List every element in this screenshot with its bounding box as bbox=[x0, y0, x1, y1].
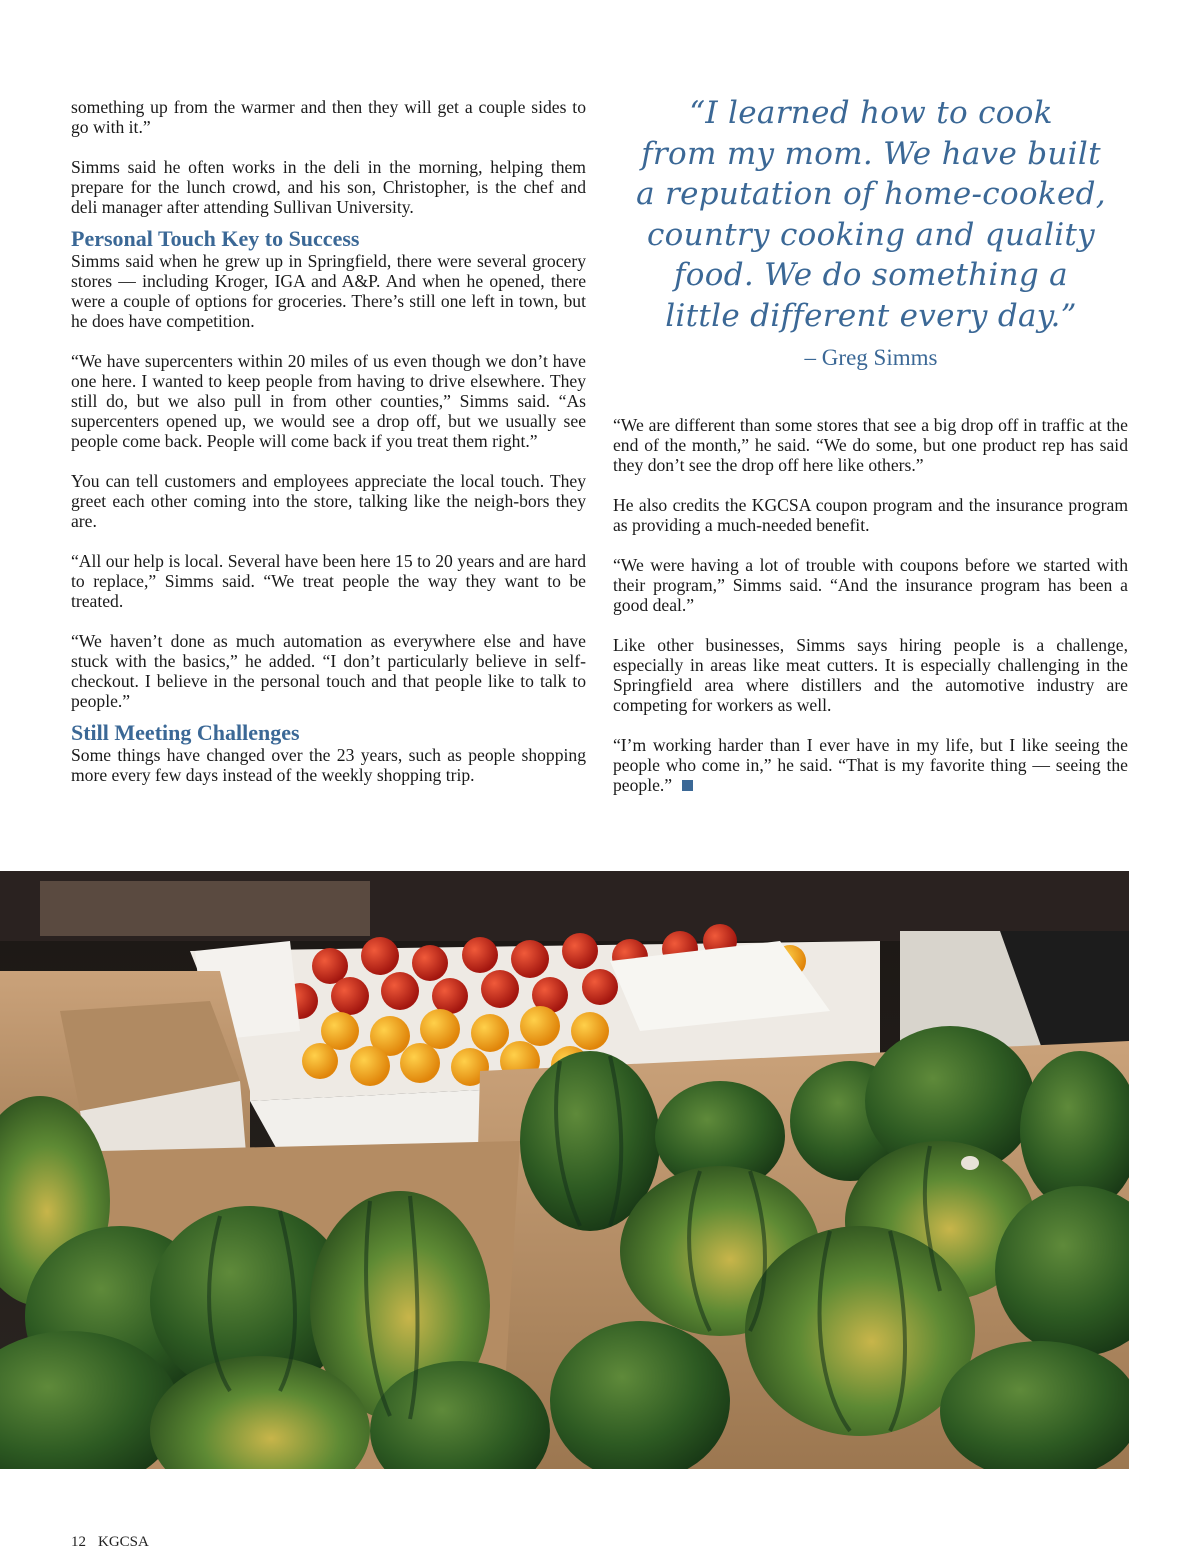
publication-name: KGCSA bbox=[98, 1534, 149, 1550]
pull-quote-line: food. We do something a bbox=[674, 257, 1068, 293]
end-of-story-icon bbox=[682, 780, 693, 791]
body-paragraph: “We are different than some stores that see a big drop off in traffic at the end of the month,” he said. “We do some, but one product rep has said they don’t see the drop off here like others.” bbox=[613, 415, 1128, 475]
final-paragraph-text: “I’m working harder than I ever have in my life, but I like seeing the people who come in,” he said. “That is my favorite thing — seeing the people.” bbox=[613, 735, 1128, 795]
body-paragraph: something up from the warmer and then they will get a couple sides to go with it.” bbox=[71, 97, 586, 137]
body-paragraph: Some things have changed over the 23 years, such as people shopping more every few days instead of the weekly shopping trip. bbox=[71, 745, 586, 785]
produce-photo bbox=[0, 871, 1129, 1469]
body-paragraph: Simms said when he grew up in Springfield, there were several grocery stores — including Kroger, IGA and A&P. And when he opened, there were a couple of options for groceries. There’s still one left in town, but he does have competition. bbox=[71, 251, 586, 331]
body-paragraph-final bbox=[613, 735, 1128, 795]
watermelon-bins-illustration bbox=[0, 871, 1129, 1469]
section-heading-personal-touch: Personal Touch Key to Success bbox=[71, 226, 360, 251]
pull-quote-line: a reputation of home-cooked, bbox=[636, 176, 1106, 212]
left-column bbox=[71, 97, 586, 805]
body-paragraph: You can tell customers and employees appreciate the local touch. They greet each other coming into the store, talking like the neigh-bors they are. bbox=[71, 471, 586, 531]
body-paragraph: “We haven’t done as much automation as everywhere else and have stuck with the basics,” he added. “I don’t particularly believe in self-checkout. I believe in the personal touch and that people like to talk to people.” bbox=[71, 631, 586, 711]
body-paragraph: “We were having a lot of trouble with coupons before we started with their program,” Simms said. “And the insurance program has been a good deal.” bbox=[613, 555, 1128, 615]
pull-quote-attribution: – Greg Simms bbox=[804, 345, 938, 370]
pull-quote bbox=[612, 93, 1130, 336]
page-number: 12 bbox=[71, 1534, 86, 1550]
body-paragraph: Like other businesses, Simms says hiring people is a challenge, especially in areas like meat cutters. It is especially challenging in the Springfield area where distillers and the automotive industry are competing for workers as well. bbox=[613, 635, 1128, 715]
pull-quote-line: country cooking and quality bbox=[647, 216, 1095, 253]
page-footer bbox=[71, 1533, 149, 1551]
pull-quote-line: from my mom. We have built bbox=[641, 135, 1101, 172]
body-paragraph: Simms said he often works in the deli in the morning, helping them prepare for the lunch crowd, and his son, Christopher, is the chef and deli manager after attending Sullivan University. bbox=[71, 157, 586, 217]
body-paragraph: “All our help is local. Several have been here 15 to 20 years and are hard to replace,” Simms said. “We treat people the way they want to be treated. bbox=[71, 551, 586, 611]
right-column bbox=[613, 415, 1128, 815]
body-paragraph: He also credits the KGCSA coupon program and the insurance program as providing a much-needed benefit. bbox=[613, 495, 1128, 535]
pull-quote-line: “I learned how to cook bbox=[689, 95, 1053, 131]
section-heading-challenges: Still Meeting Challenges bbox=[71, 720, 300, 745]
pull-quote-line: little different every day.” bbox=[665, 297, 1077, 334]
body-paragraph: “We have supercenters within 20 miles of us even though we don’t have one here. I wanted to keep people from having to drive elsewhere. They still do, but we also pull in from other counties,” Simms said. “As supercenters opened up, we would see a drop off, but we usually see people come back. People will come back if you treat them right.” bbox=[71, 351, 586, 451]
